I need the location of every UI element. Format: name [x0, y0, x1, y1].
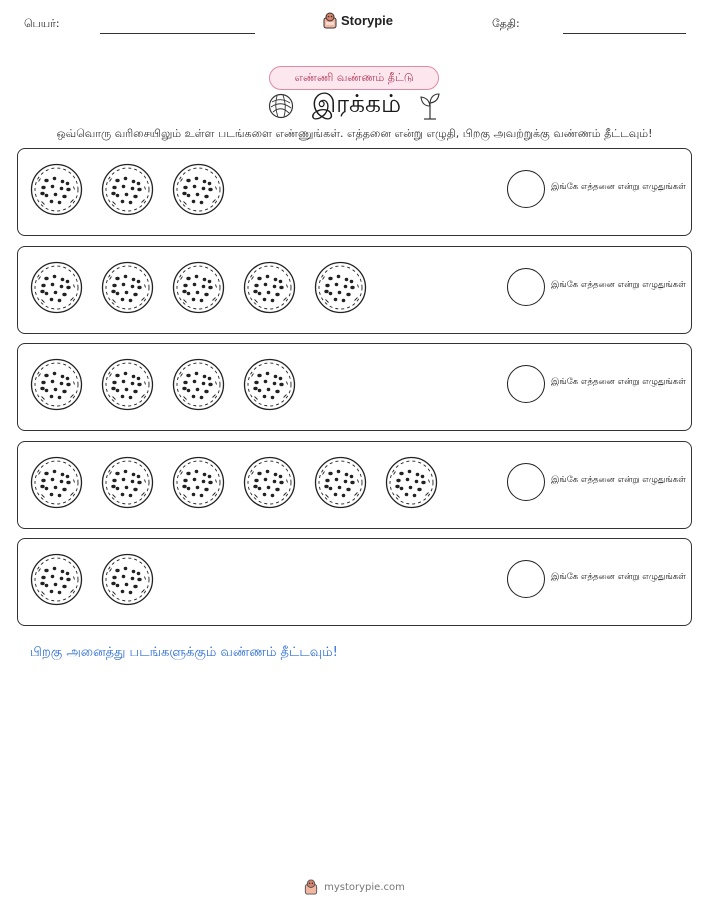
mascot-icon — [304, 879, 318, 895]
seedling-icon — [419, 92, 441, 120]
answer-circle[interactable] — [507, 170, 545, 208]
cookie-icon[interactable] — [385, 456, 438, 513]
date-label: தேதி: — [492, 17, 520, 30]
cookie-icon[interactable] — [172, 163, 225, 220]
cookie-icon[interactable] — [172, 261, 225, 318]
mascot-icon — [323, 12, 337, 29]
cookie-icon[interactable] — [243, 456, 296, 513]
name-label: பெயர்: — [24, 17, 60, 30]
cookie-icon[interactable] — [30, 553, 83, 610]
cookie-icon[interactable] — [101, 163, 154, 220]
cookie-icon[interactable] — [243, 261, 296, 318]
cookie-icon[interactable] — [172, 456, 225, 513]
answer-circle[interactable] — [507, 365, 545, 403]
cookie-icon[interactable] — [172, 358, 225, 415]
cookie-icon[interactable] — [101, 553, 154, 610]
answer-hint: இங்கே எத்தனை என்று எழுதுங்கள் — [551, 474, 686, 485]
site-footer — [0, 879, 709, 895]
counting-row — [17, 441, 692, 529]
brand-name: Storypie — [341, 13, 394, 28]
cookie-icon[interactable] — [30, 261, 83, 318]
cookie-group — [30, 163, 225, 220]
cookie-icon[interactable] — [30, 163, 83, 220]
cookie-group — [30, 261, 367, 318]
date-line[interactable] — [563, 33, 686, 34]
answer-circle[interactable] — [507, 268, 545, 306]
answer-hint: இங்கே எத்தனை என்று எழுதுங்கள் — [551, 377, 686, 387]
answer-hint: இங்கே எத்தனை என்று எழுதுங்கள் — [551, 279, 686, 290]
answer-hint: இங்கே எத்தனை என்று எழுதுங்கள் — [551, 572, 686, 582]
cookie-icon[interactable] — [30, 456, 83, 513]
cookie-icon[interactable] — [314, 261, 367, 318]
website-url: mystorypie.com — [324, 881, 405, 893]
cookie-icon[interactable] — [30, 358, 83, 415]
cookie-group — [30, 358, 296, 415]
answer-circle[interactable] — [507, 560, 545, 598]
cookie-group — [30, 456, 438, 513]
name-line[interactable] — [100, 33, 255, 34]
cookie-icon[interactable] — [101, 456, 154, 513]
category-badge: எண்ணி வண்ணம் தீட்டு — [269, 66, 439, 90]
title-row — [0, 89, 709, 122]
counting-row — [17, 148, 692, 236]
counting-row — [17, 246, 692, 334]
counting-row — [17, 538, 692, 626]
yarn-ball-icon — [268, 93, 294, 119]
instructions: ஒவ்வொரு வரிசையிலும் உள்ள படங்களை எண்ணுங்கள். எத்தனை என்று எழுதி, பிறகு அவற்றுக்கு வண்ணம் தீட்டவும்! — [56, 127, 653, 140]
cookie-group — [30, 553, 154, 610]
cookie-icon[interactable] — [314, 456, 367, 513]
answer-circle[interactable] — [507, 463, 545, 501]
cookie-icon[interactable] — [101, 261, 154, 318]
cookie-icon[interactable] — [101, 358, 154, 415]
answer-hint: இங்கே எத்தனை என்று எழுதுங்கள் — [551, 182, 686, 192]
page-title: இரக்கம் — [311, 89, 402, 118]
counting-row — [17, 343, 692, 431]
brand-logo — [323, 12, 393, 29]
cookie-icon[interactable] — [243, 358, 296, 415]
closing-note: பிறகு அனைத்து படங்களுக்கும் வண்ணம் தீட்டவும்! — [30, 645, 338, 660]
